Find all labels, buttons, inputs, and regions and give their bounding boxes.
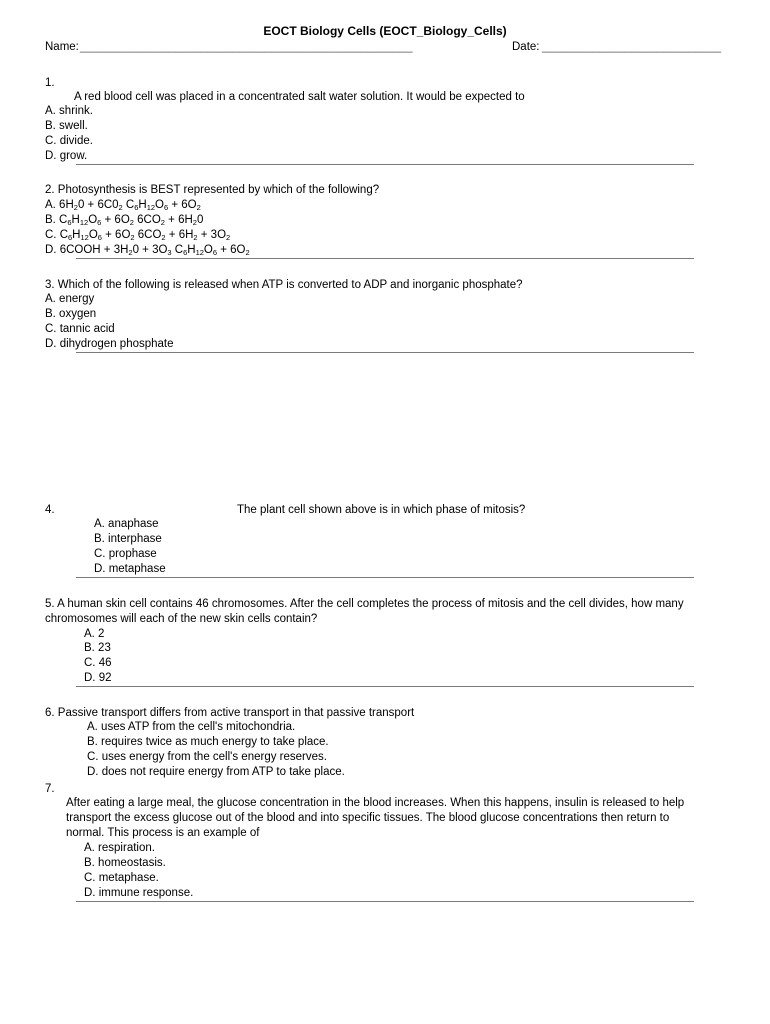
question-6-option-b: B. requires twice as much energy to take place. [87,736,329,748]
worksheet-title: EOCT Biology Cells (EOCT_Biology_Cells) [263,24,507,38]
question-2-option-a: A. $6H_20 + 6C0_2$ $C_6H_{12}O_6 + 6O_2$ [45,199,201,212]
question-1-option-b: B. swell. [45,120,88,132]
question-4-number: 4. [45,504,55,516]
name-label: Name: [45,41,79,53]
question-1-option-d: D. grow. [45,150,88,162]
question-3-option-b: B. oxygen [45,308,97,320]
question-3-text: 3. Which of the following is released when ATP is converted to ADP and inorganic phosphate? [45,279,523,291]
divider [76,577,694,578]
question-4-option-a: A. anaphase [94,518,159,530]
divider [76,686,694,687]
question-3-option-c: C. tannic acid [45,323,115,335]
divider [76,901,694,902]
question-4-text: The plant cell shown above is in which phase of mitosis? [237,504,526,516]
date-label: Date: [512,41,540,53]
question-2-text: 2. Photosynthesis is BEST represented by which of the following? [45,184,380,196]
question-5-text: 5. A human skin cell contains 46 chromosomes. After the cell completes the process of mitosis and the cell divides, how many chromosomes will each of the new skin cells contain? [45,598,684,625]
question-5-option-d: D. 92 [84,672,112,684]
question-4-option-c: C. prophase [94,548,157,560]
question-4-option-b: B. interphase [94,533,162,545]
question-2-option-d: D. 6COOH + $3H_20 + 3O_3$ $C_6H_{12}O_6 + 6O_2$ [45,244,250,257]
question-2-option-c: C. $C_6H_{12}O_6 + 6O_2$ $6CO_2 + 6H_2 + 3O_2$ [45,229,231,242]
question-7-number: 7. [45,783,55,795]
question-7-option-c: C. metaphase. [84,872,159,884]
question-1-option-a: A. shrink. [45,105,93,117]
question-6-option-c: C. uses energy from the cell's energy reserves. [87,751,327,763]
question-1-text: A red blood cell was placed in a concentrated salt water solution. It would be expected to [74,91,525,103]
name-blank[interactable]: ____________________________________________________ [80,41,413,53]
question-3-option-d: D. dihydrogen phosphate [45,338,174,350]
question-6-text: 6. Passive transport differs from active transport in that passive transport [45,707,415,719]
question-5-option-b: B. 23 [84,642,111,654]
question-6-option-a: A. uses ATP from the cell's mitochondria. [87,721,296,733]
question-5-option-a: A. 2 [84,628,105,640]
question-1-option-c: C. divide. [45,135,93,147]
question-6-option-d: D. does not require energy from ATP to take place. [87,766,345,778]
divider [76,352,694,353]
divider [76,164,694,165]
question-7-option-b: B. homeostasis. [84,857,166,869]
question-3-option-a: A. energy [45,293,95,305]
question-7-text: After eating a large meal, the glucose concentration in the blood increases. When this happens, insulin is released to help transport the excess glucose out of the blood and into specific tissues. The blood glucose concentrations then return to normal. This process is an example of [66,797,685,839]
question-7-option-a: A. respiration. [84,842,155,854]
date-blank[interactable]: ____________________________ [542,41,722,53]
question-2-option-b: B. $C_6H_{12}O_6 + 6O_2$ $6CO_2 + 6H_20$ [45,214,204,227]
divider [76,258,694,259]
question-1-number: 1. [45,77,55,89]
question-7-option-d: D. immune response. [84,887,194,899]
question-5-option-c: C. 46 [84,657,112,669]
question-4-option-d: D. metaphase [94,563,166,575]
